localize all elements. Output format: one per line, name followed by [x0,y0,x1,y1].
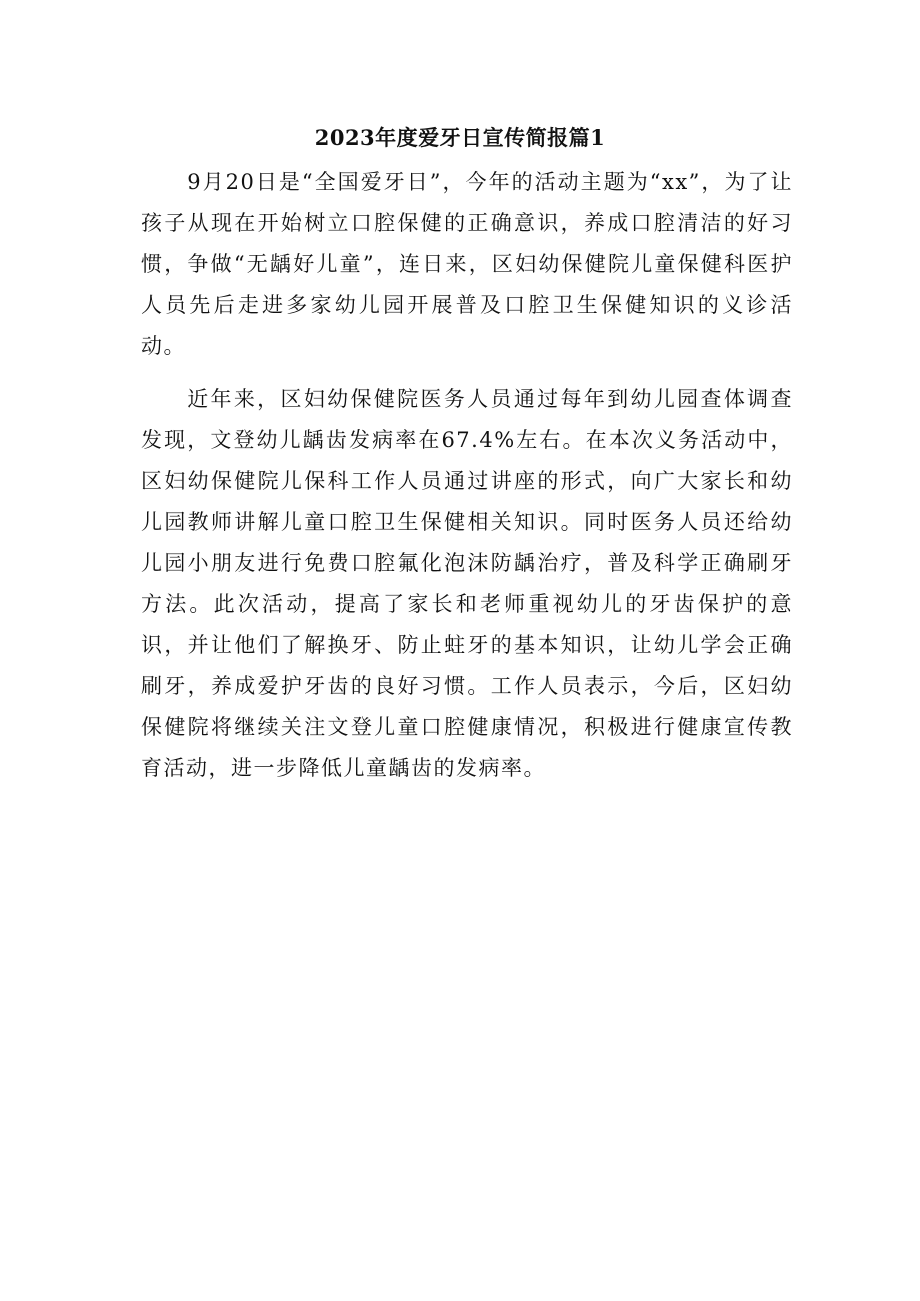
document-title: 2023年度爱牙日宣传简报篇1 [314,125,606,150]
paragraph-2: 近年来，区妇幼保健院医务人员通过每年到幼儿园查体调查发现，文登幼儿龋齿发病率在67.4%左右。在本次义务活动中，区妇幼保健院儿保科工作人员通过讲座的形式，向广大家长和幼儿园教师讲解儿童口腔卫生保健相关知识。同时医务人员还给幼儿园小朋友进行免费口腔氟化泡沫防龋治疗，普及科学正确刷牙方法。此次活动，提高了家长和老师重视幼儿的牙齿保护的意识，并让他们了解换牙、防止蛀牙的基本知识，让幼儿学会正确刷牙，养成爱护牙齿的良好习惯。工作人员表示，今后，区妇幼保健院将继续关注文登儿童口腔健康情况，积极进行健康宣传教育活动，进一步降低儿童龋齿的发病率。 [141,387,793,780]
paragraph-1: 9月20日是“全国爱牙日”，今年的活动主题为“xx”，为了让孩子从现在开始树立口腔保健的正确意识，养成口腔清洁的好习惯，争做“无龋好儿童”，连日来，区妇幼保健院儿童保健科医护人员先后走进多家幼儿园开展普及口腔卫生保健知识的义诊活动。 [141,170,793,358]
document-body [141,162,793,801]
